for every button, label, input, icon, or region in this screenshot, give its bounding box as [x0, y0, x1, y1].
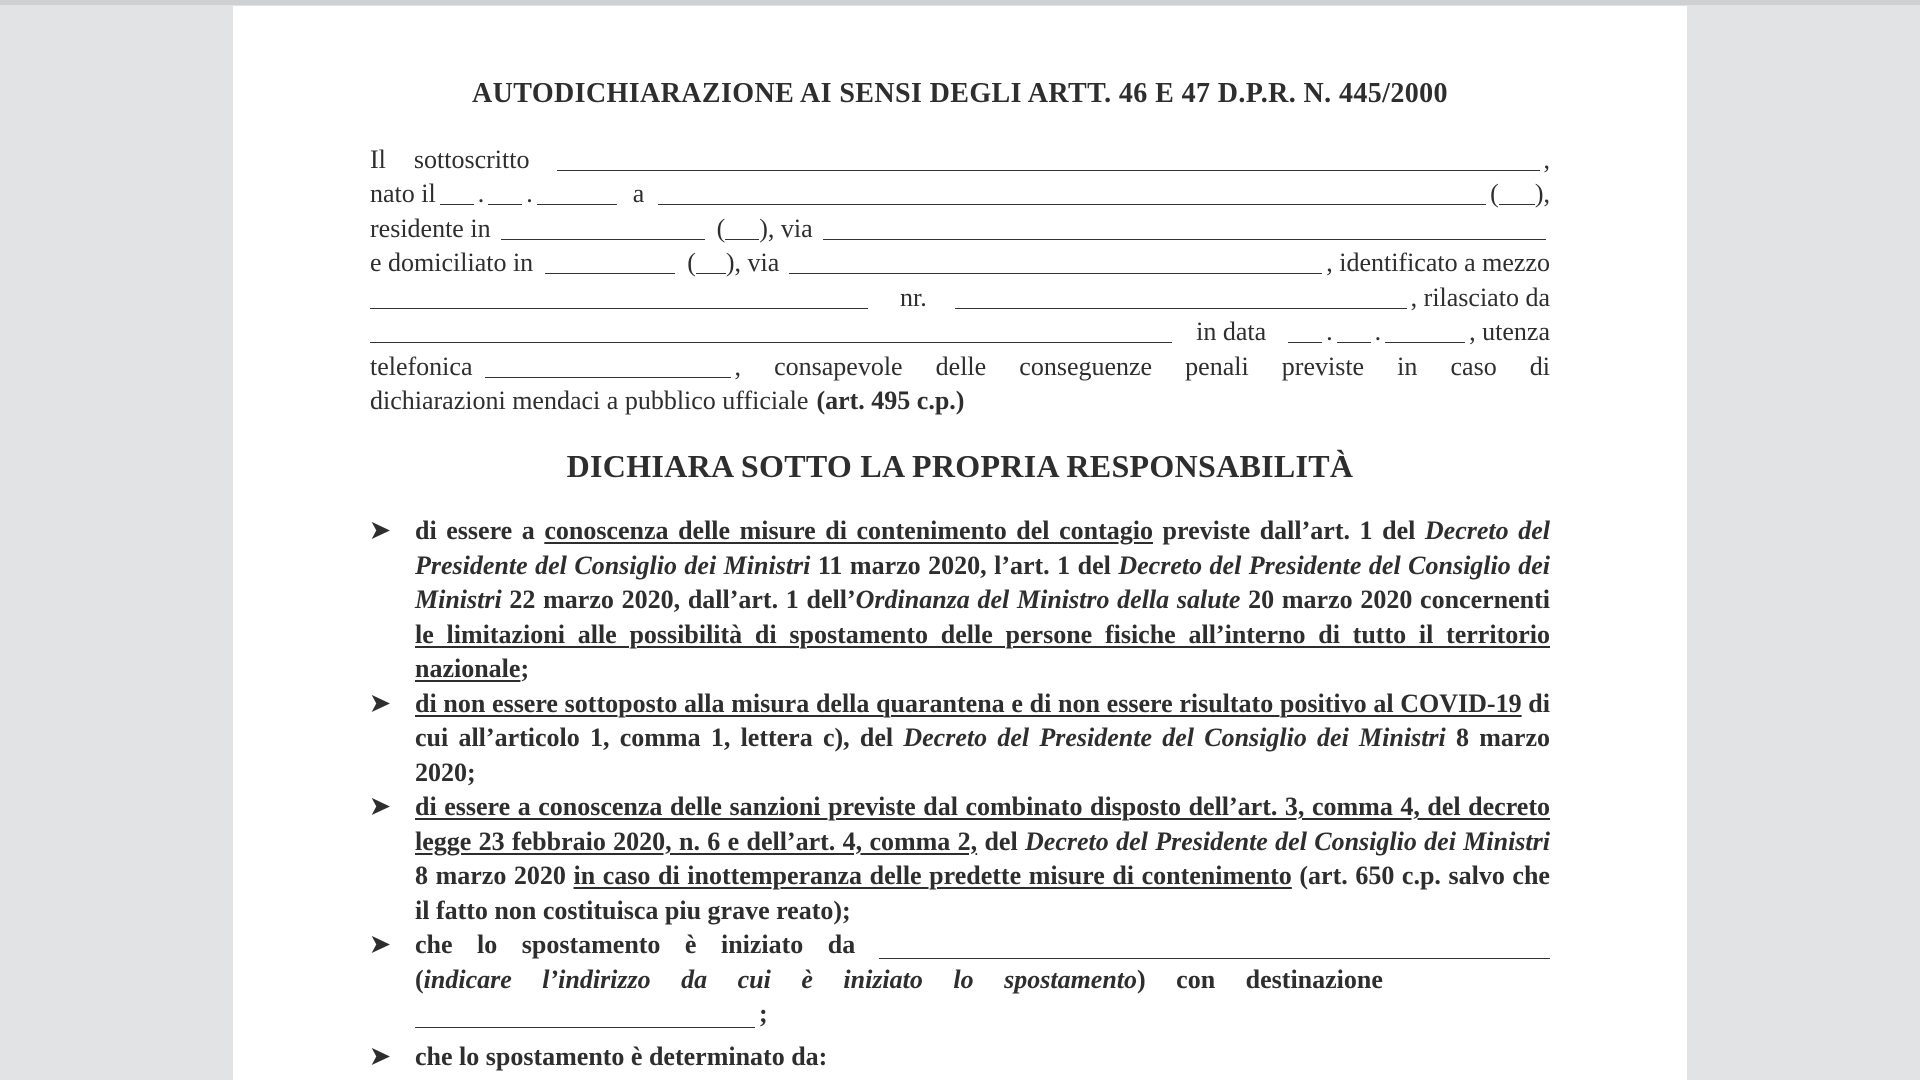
list-item: ➤ di essere a conoscenza delle misure di contenimento del contagio previste dall’art. 1 del Decreto del Presidente del Consiglio dei Ministri 11 marzo 2020, l’art. 1 del Decreto del Presidente del Consiglio dei Ministri 22 marzo 2020, dall’art. 1 dell’Ordinanza del Ministro della salute 20 marzo 2020 concernenti le limitazioni alle possibilità di spostamento delle persone fisiche all’interno di tutto il territorio nazionale; [370, 516, 1551, 683]
birth-year-field[interactable] [537, 182, 617, 205]
domicile-province-field[interactable] [696, 251, 726, 274]
arrow-bullet-icon: ➤ [370, 932, 391, 958]
form-line-name [370, 140, 1550, 175]
form-text: a [632, 179, 645, 208]
list-item: ➤ che lo spostamento è iniziato da (indicare l’indirizzo da cui è iniziato lo spostamento) con destinazione ; [370, 928, 1550, 1032]
residence-city-field[interactable] [501, 217, 705, 240]
birth-day-field[interactable] [440, 182, 474, 205]
arrow-bullet-icon: ➤ [370, 1043, 391, 1070]
domicile-city-field[interactable] [545, 251, 675, 274]
form-text: , identificato a mezzo [1326, 248, 1550, 277]
issue-year-field[interactable] [1385, 320, 1465, 343]
window-top-border [0, 0, 1920, 5]
document-content [370, 76, 1550, 1074]
form-line-declaration [370, 382, 1550, 417]
form-text: ), via [759, 213, 813, 243]
legal-reference: (art. 495 c.p.) [816, 386, 965, 415]
issuer-field[interactable] [370, 320, 1172, 343]
declarant-form [370, 140, 1550, 416]
form-text: telefonica [370, 351, 473, 381]
arrow-bullet-icon: ➤ [370, 794, 391, 820]
form-text: nato il [370, 179, 436, 208]
form-text: , rilasciato da [1410, 282, 1550, 312]
arrow-bullet-icon: ➤ [370, 690, 391, 717]
form-text: Il [370, 144, 386, 174]
destination-field[interactable] [415, 1005, 755, 1028]
name-field[interactable] [557, 148, 1539, 171]
declarations-list [370, 514, 1550, 1074]
form-text: in data [1196, 317, 1267, 346]
birthplace-field[interactable] [658, 182, 1486, 205]
list-item: ➤ di non essere sottoposto alla misura della quarantena e di non essere risultato positivo al COVID-19 di cui all’articolo 1, comma 1, lettera c), del Decreto del Presidente del Consiglio dei Ministri 8 marzo 2020; [370, 688, 1550, 787]
form-text: residente in [370, 213, 491, 243]
birth-month-field[interactable] [488, 182, 522, 205]
birth-province-field[interactable] [1499, 182, 1535, 205]
residence-street-field[interactable] [823, 217, 1546, 240]
list-item: ➤ di essere a conoscenza delle sanzioni previste dal combinato disposto dell’art. 3, comma 4, del decreto legge 23 febbraio 2020, n. 6 e dell’art. 4, comma 2, del Decreto del Presidente del Consiglio dei Ministri 8 marzo 2020 in caso di inottemperanza delle predette misure di contenimento (art. 650 c.p. salvo che il fatto non costituisca piu grave reato); [370, 792, 1550, 925]
form-line-document [370, 278, 1550, 313]
id-number-field[interactable] [955, 286, 1407, 309]
form-line-birth: nato il . . a ( ), [370, 179, 1550, 208]
form-text: sottoscritto [413, 144, 530, 174]
form-line-issued: in data . . , utenza [370, 313, 1550, 348]
form-text: ), [1534, 179, 1550, 208]
form-text: , consapevole delle conseguenze penali previste in caso di [734, 351, 1550, 381]
domicile-street-field[interactable] [789, 251, 1322, 274]
list-item: ➤ che lo spostamento è determinato da: [370, 1040, 1550, 1075]
form-text: , utenza [1469, 317, 1550, 346]
form-line-residence: residente in ( ), via [370, 209, 1550, 244]
issue-day-field[interactable] [1288, 320, 1322, 343]
form-text: e domiciliato in [370, 248, 534, 277]
form-line-domicile: e domiciliato in ( ), via , identificato a mezzo [370, 248, 1550, 277]
arrow-bullet-icon: ➤ [370, 518, 391, 544]
form-text: nr. [900, 282, 927, 312]
id-document-field[interactable] [370, 286, 868, 309]
phone-field[interactable] [485, 355, 731, 378]
document-page [233, 6, 1687, 1080]
form-text: , [1543, 144, 1550, 174]
issue-month-field[interactable] [1337, 320, 1371, 343]
form-text: dichiarazioni mendaci a pubblico ufficiale [370, 386, 809, 415]
form-text: ), via [725, 248, 780, 277]
form-line-phone [370, 347, 1550, 382]
section-heading: DICHIARA SOTTO LA PROPRIA RESPONSABILITÀ [566, 448, 1354, 484]
document-title: AUTODICHIARAZIONE AI SENSI DEGLI ARTT. 46 E 47 D.P.R. N. 445/2000 [472, 78, 1448, 109]
origin-address-field[interactable] [879, 936, 1550, 959]
residence-province-field[interactable] [725, 217, 759, 240]
